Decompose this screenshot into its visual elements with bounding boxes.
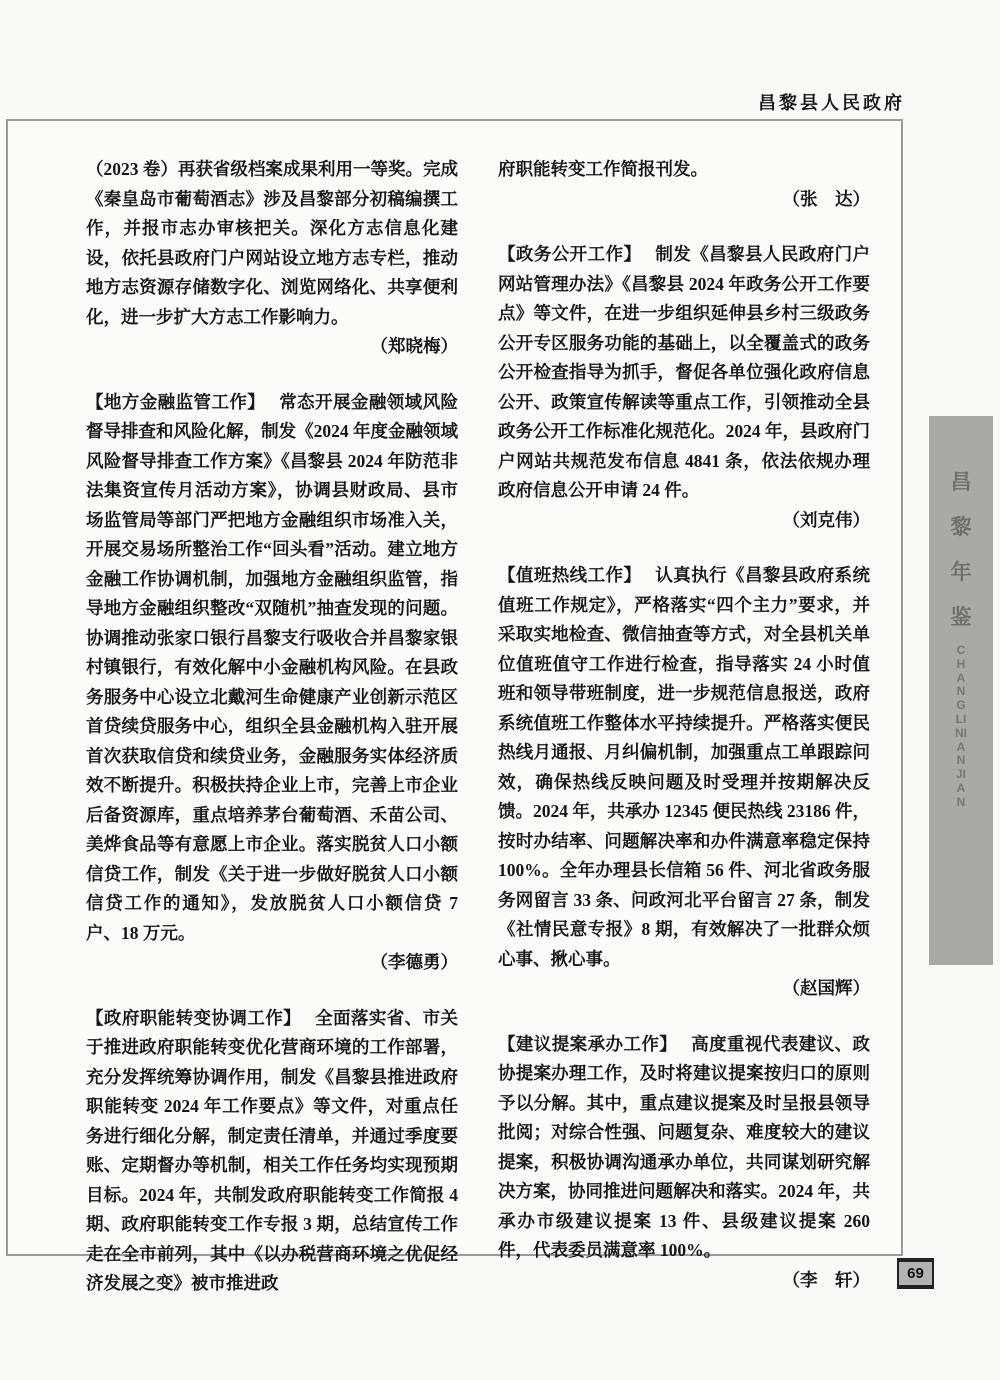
author-byline: （张 达） (782, 188, 870, 209)
entry-title: 【政务公开工作】 (498, 244, 642, 264)
entry-duty-hotline (498, 561, 870, 1004)
running-header: 昌黎县人民政府 (758, 93, 905, 113)
left-column (86, 155, 458, 1299)
author-byline: （郑晓梅） (370, 336, 458, 356)
right-column (498, 155, 870, 1299)
page-number-badge: 69 (897, 1258, 934, 1289)
entry-body: 制发《昌黎县人民政府门户网站管理办法》《昌黎县 2024 年政务公开工作要点》等文件，在进一步组织延伸县乡村三级政务公开专区服务功能的基础上，以全覆盖式的政务公开检查指导为抓手，督促各单位强化政府信息公开、政策宣传解读等重点工作，引领推动全县政务公开工作标准化规范化。2024 年，县政府门户网站共规范发布信息 4841 条，依法依规办理政府信息公开申请 24 件。 (498, 244, 871, 500)
entry-body: 全面落实省、市关于推进政府职能转变优化营商环境的工作部署，充分发挥统筹协调作用，制发《昌黎县推进政府职能转变 2024 年工作要点》等文件，对重点任务进行细化分解，制定责任清单，并通过季度要账、定期督办等机制，相关工作任务均实现预期目标。2024 年，共制发政府职能转变工作简报 4 期、政府职能转变工作专报 3 期，总结宣传工作走在全市前列，其中《以办税营商环境之优促经济发展之变》被市推进政 (86, 1007, 459, 1293)
entry-title: 【政府职能转变协调工作】 (86, 1007, 302, 1028)
entry-open-government (498, 240, 870, 535)
entry-body: 高度重视代表建议、政协提案办理工作，及时将建议提案按归口的原则予以分解。其中，重点建议提案及时呈报县领导批阅；对综合性强、问题复杂、难度较大的建议提案，积极协调沟通承办单位，共同谋划研究解决方案，协同推进问题解决和落实。2024 年，共承办市级建议提案 13 件、县级建议提案 260 件，代表委员满意率 100%。 (498, 1033, 871, 1260)
entry-local-finance (86, 388, 458, 978)
entry-body: 认真执行《昌黎县政府系统值班工作规定》，严格落实“四个主力”要求，并采取实地检查、微信抽查等方式，对全县机关单位值班值守工作进行检查，指导落实 24 小时值班和领导带班制度，进一步规范信息报送，政府系统值班工作整体水平持续提升。严格落实便民热线月通报、月纠偏机制，加强重点工单跟踪问效，确保热线反映问题及时受理并按期解决反馈。2024 年，共承办 12345 便民热线 23186 件，按时办结率、问题解决率和办件满意率稳定保持 100%。全年办理县长信箱 56 件、河北省政务服务网留言 33 条、问政河北平台留言 27 条，制发《社情民意专报》8 期，有效解决了一批群众烦心事、揪心事。 (498, 565, 871, 969)
entry-title: 【建议提案承办工作】 (498, 1033, 678, 1054)
continuation-paragraph: （2023 卷）再获省级档案成果利用一等奖。完成《秦皇岛市葡萄酒志》涉及昌黎部分初稿编撰工作，并报市志办审核把关。深化方志信息化建设，依托县政府门户网站设立地方志专栏，推动地方志资源存储数字化、浏览网络化、共享便利化，进一步扩大方志工作影响力。 (86, 159, 458, 327)
content-frame (6, 119, 903, 1293)
entry-proposals-handling (498, 1030, 870, 1296)
entry-gov-function-transform (86, 1004, 458, 1299)
author-byline: （李 轩） (782, 1269, 870, 1290)
tab-title-vertical: 昌黎年鉴 (950, 471, 972, 629)
author-byline: （李德勇） (370, 952, 458, 972)
entry-body: 常态开展金融领域风险督导排查和风险化解，制发《2024 年度金融领域风险督导排查工作方案》《昌黎县 2024 年防范非法集资宣传月活动方案》，协调县财政局、县市场监管局等部门严把地方金融组织市场准入关，开展交易场所整治工作“回头看”活动。建立地方金融工作协调机制，加强地方金融组织监管，指导地方金融组织整改“双随机”抽查发现的问题。协调推动张家口银行昌黎支行吸收合并昌黎家银村镇银行，有效化解中小金融机构风险。在县政务服务中心设立北戴河生命健康产业创新示范区首贷续贷服务中心，组织全县金融机构入驻开展首次获取信贷和续贷业务，金融服务实体经济质效不断提升。积极扶持企业上市，完善上市企业后备资源库，重点培养茅台葡萄酒、禾苗公司、美烨食品等有意愿上市企业。落实脱贫人口小额信贷工作，制发《关于进一步做好脱贫人口小额信贷工作的通知》，发放脱贫人口小额信贷 7 户、18 万元。 (86, 391, 459, 943)
tab-romanized-vertical: CHANGLINIANJIAN (955, 643, 967, 809)
entry-title: 【值班热线工作】 (498, 565, 642, 585)
two-column-layout (8, 121, 901, 1299)
continuation-paragraph: 府职能转变工作简报刊发。 (498, 159, 708, 179)
author-byline: （刘克伟） (782, 509, 870, 530)
entry-title: 【地方金融监管工作】 (86, 391, 266, 412)
author-byline: （赵国辉） (782, 978, 870, 998)
edge-index-tab (929, 416, 993, 965)
